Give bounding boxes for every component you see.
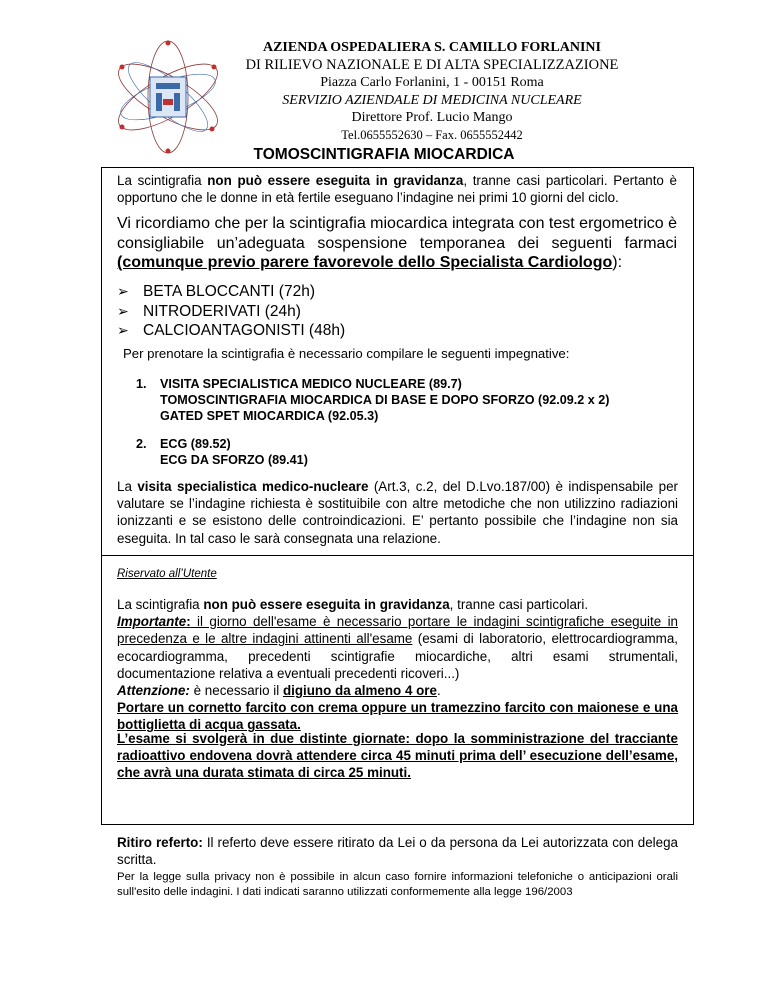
drug-list bbox=[117, 282, 677, 341]
text: Vi ricordiamo che per la scintigrafia miocardica integrata con test ergometrico è consigliabile un’adeguata sospensione temporanea dei seguenti farmaci bbox=[117, 215, 677, 252]
text: ): bbox=[612, 254, 623, 271]
arrow-bullet-icon: ➢ bbox=[117, 302, 129, 319]
report-pickup-note bbox=[117, 834, 678, 868]
contact-phone-fax: Tel.0655552630 – Fax. 0655552442 bbox=[341, 127, 523, 142]
cardiologist-note: (comunque previo parere favorevole dello Specialista Cardiologo bbox=[117, 254, 613, 271]
item-number: 1. bbox=[136, 377, 147, 391]
exam-schedule-note: L’esame si svolgerà in due distinte giornate: dopo la somministrazione del tracciante radioattivo endovena dovrà attendere circa 45 minuti prima dell’ esecuzione dell’esame, che avrà una durata stimata di circa 25 minuti. bbox=[117, 731, 678, 781]
text: : bbox=[186, 614, 191, 630]
request-item-2 bbox=[136, 436, 681, 468]
document-title: TOMOSCINTIGRAFIA MIOCARDICA bbox=[253, 146, 515, 163]
text: La scintigrafia bbox=[117, 173, 208, 188]
booking-instructions: Per prenotare la scintigrafia è necessario compilare le seguenti impegnative: bbox=[123, 346, 570, 361]
request-text: TOMOSCINTIGRAFIA MIOCARDICA DI BASE E DOPO SFORZO (92.09.2 x 2) bbox=[160, 393, 610, 407]
item-number: 2. bbox=[136, 437, 147, 451]
text: , tranne casi particolari. Pertanto è opportuno che le donne in età fertile eseguano l’indagine nei primi 10 giorni del ciclo. bbox=[117, 173, 677, 205]
hospital-name: AZIENDA OSPEDALIERA S. CAMILLO FORLANINI bbox=[262, 40, 601, 55]
privacy-note: Per la legge sulla privacy non è possibile in alcun caso fornire informazioni telefoniche o anticipazioni orali sull'esito delle indagini. I dati indicati saranno utilizzati conformemente alla legge 196/2003 bbox=[117, 871, 678, 898]
list-item bbox=[117, 302, 677, 322]
list-item bbox=[117, 321, 677, 341]
text: La bbox=[117, 479, 138, 494]
service-name: SERVIZIO AZIENDALE DI MEDICINA NUCLEARE bbox=[282, 92, 582, 108]
director-name: Direttore Prof. Lucio Mango bbox=[351, 110, 513, 125]
underlined-text: il giorno dell'esame è necessario portare le indagini scintigrafiche eseguite in precedenza e le altre indagini attinenti all'esame bbox=[117, 614, 678, 647]
drug-name: BETA BLOCCANTI (72h) bbox=[143, 283, 315, 300]
text: . bbox=[436, 683, 441, 699]
hospital-header bbox=[222, 39, 642, 144]
arrow-bullet-icon: ➢ bbox=[117, 322, 129, 338]
request-text: GATED SPET MIOCARDICA (92.05.3) bbox=[160, 409, 379, 423]
text: La scintigrafia bbox=[117, 597, 204, 612]
drug-name: CALCIOANTAGONISTI (48h) bbox=[143, 322, 346, 339]
bold-text: non può essere eseguita in gravidanza bbox=[207, 173, 464, 188]
attention-label: Attenzione: bbox=[117, 683, 190, 699]
text: , tranne casi particolari. bbox=[449, 597, 589, 612]
request-text: ECG DA SFORZO (89.41) bbox=[160, 453, 308, 467]
text: Il referto deve essere ritirato da Lei o da persona da Lei autorizzata con delega scritta. bbox=[117, 835, 678, 868]
text: (esami di laboratorio, elettrocardiogramma, ecocardiogramma, precedenti scintigrafie miocardiche, altri esami strumentali, documentazione relativa a eventuali precedenti ricoveri...) bbox=[117, 631, 678, 681]
hospital-subtitle: DI RILIEVO NAZIONALE E DI ALTA SPECIALIZZAZIONE bbox=[245, 56, 619, 73]
bold-text: Ritiro referto: bbox=[117, 835, 203, 850]
specialist-visit-notice bbox=[117, 478, 678, 547]
drug-name: NITRODERIVATI (24h) bbox=[143, 302, 301, 320]
bold-text: non può essere eseguita in gravidanza bbox=[203, 597, 450, 612]
patient-instructions bbox=[117, 596, 678, 734]
reserved-label: Riservato all’Utente bbox=[117, 568, 217, 580]
bold-text: visita specialistica medico-nucleare bbox=[137, 479, 369, 494]
fasting-note: digiuno da almeno 4 ore bbox=[282, 683, 437, 699]
bring-food-note: Portare un cornetto farcito con crema oppure un tramezzino farcito con maionese e una bottiglietta di acqua gassata. bbox=[117, 700, 678, 733]
request-text: VISITA SPECIALISTICA MEDICO NUCLEARE (89.7) bbox=[160, 377, 462, 391]
list-item bbox=[117, 282, 677, 302]
text: è necessario il bbox=[189, 683, 283, 699]
text: (Art.3, c.2, del D.Lvo.187/00) è indispensabile per valutare se l’indagine richiesta è sostituibile con altre metodiche che non utilizzino radiazioni ionizzanti e se esistono delle controindicazioni. E’ pertanto possibile che l’indagine non sia eseguita. In tal caso le sarà consegnata una relazione. bbox=[117, 479, 678, 546]
arrow-bullet-icon: ➢ bbox=[117, 283, 129, 299]
request-item-1 bbox=[136, 376, 681, 424]
hospital-logo bbox=[108, 37, 228, 157]
important-label: Importante bbox=[117, 614, 187, 630]
pregnancy-notice bbox=[117, 172, 677, 206]
request-text: ECG (89.52) bbox=[160, 437, 231, 451]
hospital-address: Piazza Carlo Forlanini, 1 - 00151 Roma bbox=[320, 75, 544, 90]
drug-suspension-notice bbox=[117, 214, 677, 273]
